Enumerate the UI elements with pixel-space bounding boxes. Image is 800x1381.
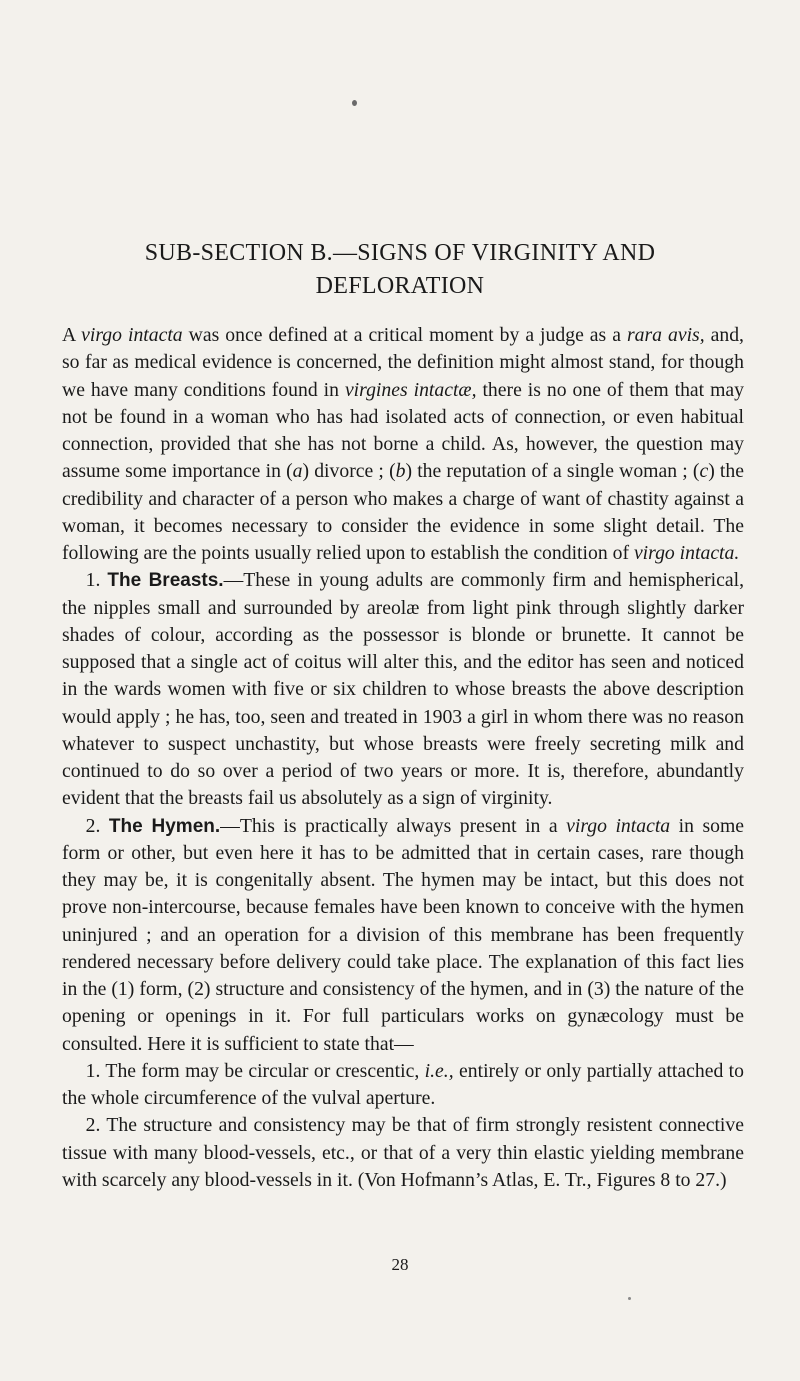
text-run: ) the reputation of a single woman ; ( (405, 460, 700, 483)
item-number: 1. (85, 569, 108, 592)
page-number: 28 (391, 1255, 409, 1274)
subheading-breasts: The Breasts. (107, 570, 224, 592)
paragraph-intro (62, 322, 744, 567)
italic-term: i.e., (424, 1059, 454, 1082)
italic-term: c (699, 460, 709, 483)
paragraph-hymen (62, 813, 744, 1058)
section-heading-line-2: DEFLORATION (315, 273, 485, 299)
italic-term: virgo intacta (566, 814, 671, 837)
ink-speck (352, 100, 357, 106)
italic-term: rara avis, (626, 324, 705, 346)
text-run: was once defined at a critical moment by a judge as a (182, 324, 627, 346)
italic-term: a (292, 460, 303, 483)
text-run: in some form or other, but even here it has to be admitted that in certain cases, rare though they may be, it is congenitally absent. The hymen may be intact, but this does not prove non-intercourse, because females have been known to conceive with the hymen uninjured ; and an operation for a division of this membrane has been frequently rendered necessary before delivery could take place. The explanation of this fact lies in the (1) form, (2) structure and consistency of the hymen, and in (3) the nature of the opening or openings in it. For full particulars works on gynæcology must be consulted. Here it is sufficient to state that— (62, 814, 745, 1055)
text-run: and, so far as medical evidence is concerned, the definition might almost stand, for though we have many conditions found in (62, 324, 744, 401)
subheading-hymen: The Hymen. (108, 815, 221, 837)
text-run: —This is practically always present in a (220, 814, 567, 837)
item-number: 2. (85, 814, 109, 837)
paragraph-breasts (62, 567, 744, 812)
section-heading-line-1: SUB-SECTION B.—SIGNS OF VIRGINITY AND (144, 240, 656, 266)
text-run: entirely or only partially attached to the whole circumference of the vulval aperture. (62, 1059, 744, 1109)
italic-term: b (395, 460, 406, 483)
italic-term: virgines intactæ, (344, 378, 477, 401)
text-run: 1. The form may be circular or crescentic, (85, 1059, 425, 1082)
italic-term: virgo intacta (81, 324, 183, 346)
body-text (62, 322, 744, 1194)
paragraph-structure: 2. The structure and consistency may be that of firm strongly resistent connective tissue with many blood-vessels, etc., or that of a very thin elastic yielding membrane with scarcely any blood-vessels in it. (Von Hofmann’s Atlas, E. Tr., Figures 8 to 27.) (62, 1114, 744, 1191)
text-run: ) the credibility and character of a person who makes a charge of want of chastity against a woman, it becomes necessary to consider the evidence in some slight detail. The following are the points usually relied upon to establish the condition of (62, 460, 744, 564)
text-run: ) divorce ; ( (302, 460, 396, 483)
text-run: there is no one of them that may not be found in a woman who has had isolated acts of connection, or even habitual connection, provided that she has not borne a child. As, however, the question may assume some importance in ( (62, 378, 744, 483)
italic-term: virgo intacta. (633, 542, 740, 564)
text-run: A (62, 324, 82, 346)
text-run: —These in young adults are commonly firm and hemispherical, the nipples small and surrounded by areolæ from light pink through slightly darker shades of colour, according as the possessor is blonde or brunette. It cannot be supposed that a single act of coitus will alter this, and the editor has seen and noticed in the wards women with five or six children to whose breasts the above description would apply ; he has, too, seen and treated in 1903 a girl in whom there was no reason whatever to suspect unchastity, but whose breasts were freely secreting milk and continued to do so over a period of two years or more. It is, therefore, abundantly evident that the breasts fail us absolutely as a sign of virginity. (62, 569, 744, 810)
ink-speck (628, 1297, 631, 1300)
paragraph-form (62, 1058, 744, 1113)
